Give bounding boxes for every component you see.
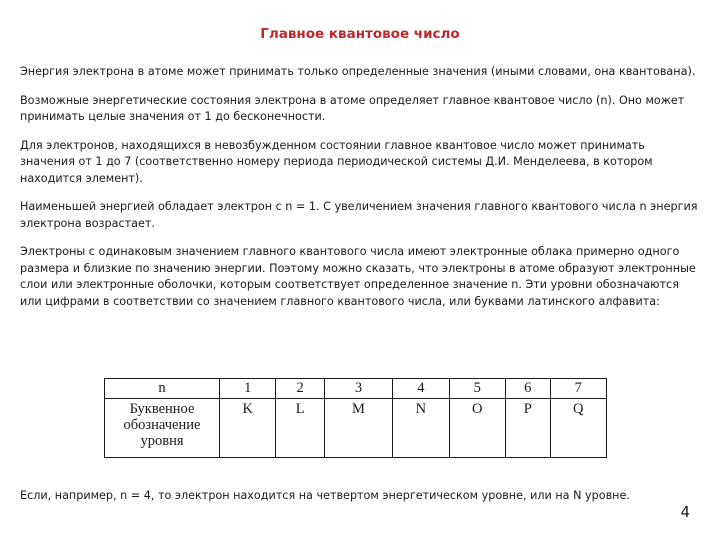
- content-area: [20, 64, 700, 322]
- table-cell-number: 2: [276, 379, 324, 399]
- table-header-n: n: [105, 379, 220, 399]
- paragraph-1: Энергия электрона в атоме может принимать только определенные значения (иными словами, она квантована).: [20, 65, 696, 78]
- paragraph-5: Электроны с одинаковым значением главного квантового числа имеют электронные облака примерно одного размера и близкие по значению энергии. Поэтому можно сказать, что электроны в атоме образуют электронные слои или электронные оболочки, которым соответствует определенное значение n. Эти уровни обозначаются или цифрами в соответствии со значением главного квантового числа, или буквами латинского алфавита:: [20, 245, 696, 308]
- table-cell-number: 4: [393, 379, 449, 399]
- energy-levels-table: [104, 378, 607, 458]
- table-cell-letter: Q: [550, 399, 606, 458]
- table-cell-number: 1: [220, 379, 276, 399]
- paragraph-4: Наименьшей энергией обладает электрон с n = 1. С увеличением значения главного квантового числа n энергия электрона возрастает.: [20, 200, 698, 230]
- table-cell-letter: M: [324, 399, 392, 458]
- table-row-letters: [105, 399, 607, 458]
- slide-title: Главное квантовое число: [260, 26, 460, 42]
- table-cell-letter: K: [220, 399, 276, 458]
- header-line: Буквенное: [129, 401, 195, 417]
- table-row-numbers: [105, 379, 607, 399]
- header-line: обозначение: [123, 417, 201, 433]
- paragraph-2: Возможные энергетические состояния электрона в атоме определяет главное квантовое число (n). Оно может принимать целые значения от 1 до бесконечности.: [20, 93, 685, 123]
- table-cell-letter: N: [393, 399, 449, 458]
- header-line: уровня: [140, 433, 184, 449]
- table-cell-number: 5: [449, 379, 505, 399]
- table-cell-number: 7: [550, 379, 606, 399]
- table-cell-number: 3: [324, 379, 392, 399]
- table-cell-letter: P: [505, 399, 550, 458]
- page-number: 4: [680, 503, 690, 521]
- table-header-letter-designation: [105, 399, 220, 458]
- table-cell-letter: O: [449, 399, 505, 458]
- paragraph-3: Для электронов, находящихся в невозбужденном состоянии главное квантовое число может принимать значения от 1 до 7 (соответственно номеру периода периодической системы Д.И. Менделеева, в котором находится элемент).: [20, 138, 653, 185]
- table-cell-letter: L: [276, 399, 324, 458]
- footer-text: Если, например, n = 4, то электрон находится на четвертом энергетическом уровне, или на N уровне.: [20, 489, 630, 502]
- table-cell-number: 6: [505, 379, 550, 399]
